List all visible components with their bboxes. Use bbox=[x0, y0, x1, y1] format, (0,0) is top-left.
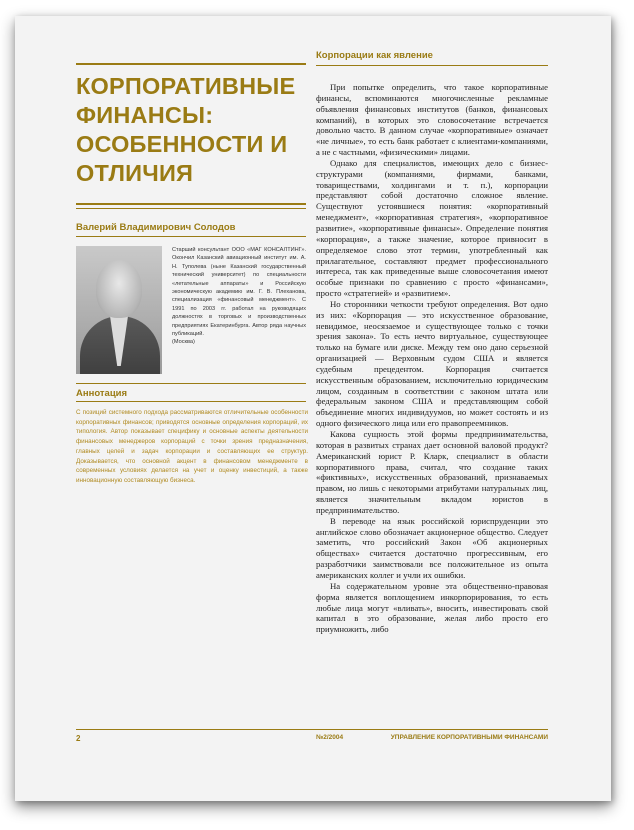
page-number: 2 bbox=[76, 734, 81, 743]
author-bio bbox=[172, 246, 306, 347]
body-paragraph: Однако для специалистов, имеющих дело с бизнес-структурами (компаниями, фирмами, банками, товариществами, холдингами и т. п.), корпорации представляют собой достаточно сложное явление. Существуют устоявшиеся понятия: «корпоративный менеджмент», «корпоративная стратегия», «корпоративное развитие», «корпоративные финансы». Определение понятия «корпорация», а также значение, которое привносит в определяемое слово этот термин, употребленный как прилагательное, составляют предмет профессионального интереса, так как приведенные выше словосочетания имеют особые признаки по сравнению с просто «финансами», просто «стратегией» и «развитием». bbox=[316, 157, 548, 299]
body-paragraph: В переводе на язык российской юриспруденции это английское слово обозначает акционерное общество. Следует заметить, что российский Закон «Об акционерных обществах» считается достаточно прогрессивным, его разработчики заимствовали все положительное из опыта американских коллег и учли их ошибки. bbox=[316, 515, 548, 580]
section-heading-rule bbox=[316, 65, 548, 66]
title-bottom-rule-2 bbox=[76, 208, 306, 209]
abstract-top-rule bbox=[76, 383, 306, 384]
title-top-rule bbox=[76, 63, 306, 65]
body-paragraph: Какова сущность этой формы предпринимательства, которая в развитых странах дает основной валовой продукт? Американский юрист Р. Кларк, специалист в области корпоративного права, считал, что создание таких «фиктивных», искусственных образований, признаваемых правом, но лишь с некоторыми атрибутами натуральных лиц, является значительным вкладом юристов в предпринимательство. bbox=[316, 429, 548, 515]
article-body bbox=[316, 82, 548, 635]
body-paragraph: При попытке определить, что такое корпоративные финансы, вспоминаются многочисленные рекламные объявления финансовых институтов (банков, финансовых компаний), в которых это словосочетание встречается довольно часто. В данном случае «корпоративные» означает «не личные», то есть банк работает с клиентами-компаниями, а не с частными, «физическими» лицами. bbox=[316, 82, 548, 158]
body-paragraph: Но сторонники четкости требуют определения. Вот одно из них: «Корпорация — это искусственное образование, невидимое, неосязаемое и существующее только с точки зрения закона». То есть нечто виртуальное, существующее только на бумаге или диске. Между тем оно дано серьезной организацией — Верховным судом США и является судебным прецедентом. Корпорация считается искусственным образованием, исключительно юридическим лицом, созданным в соответствии с законом штата или федеральным законом США и представляющим собой объединение многих индивидуумов, но может состоять и из одного физического лица или его правопреемников. bbox=[316, 298, 548, 429]
author-name: Валерий Владимирович Солодов bbox=[76, 222, 236, 233]
photo-head bbox=[96, 260, 142, 318]
section-heading: Корпорации как явление bbox=[316, 50, 433, 61]
title-bottom-rule bbox=[76, 203, 306, 205]
abstract-heading: Аннотация bbox=[76, 388, 128, 399]
author-city: (Москва) bbox=[172, 339, 195, 346]
author-rule bbox=[76, 236, 306, 237]
abstract-heading-rule bbox=[76, 401, 306, 402]
body-paragraph: На содержательном уровне эта общественно-правовая форма является воплощением инкорпорирования, то есть любые лица могут «вливать», вносить, инвестировать свой капитал в это образование, желая либо просто его приумножить, либо bbox=[316, 580, 548, 635]
footer-rule bbox=[76, 729, 548, 730]
journal-name: УПРАВЛЕНИЕ КОРПОРАТИВНЫМИ ФИНАНСАМИ bbox=[390, 734, 548, 741]
author-photo bbox=[76, 246, 162, 374]
author-bio-text: Старший консультант ООО «МАГ КОНСАЛТИНГ». Окончил Казанский авиационный институт им. А. Н. Туполева (ныне Казанский государственный технический университет) по специальности «летательные аппараты» и Российскую экономическую академию им. Г. В. Плеханова, специализация «финансовый менеджмент». С 1991 по 2003 гг. работал на руководящих должностях в торговых и производственных предприятиях Екатеринбурга. Автор ряда научных публикаций. bbox=[172, 247, 306, 338]
abstract-text: С позиций системного подхода рассматриваются отличительные особенности корпоративных финансов; приводятся основные определения корпораций, их типология. Автор показывает специфику и основные аспекты деятельности финансовых менеджеров корпораций с точки зрения предназначения, главных целей и задач корпорации и составляющих ее структур. Доказывается, что основной акцент в финансовом менеджменте в современных условиях делается на учет и оценку инвестиций, а также инновационную составляющую бизнеса. bbox=[76, 409, 308, 484]
article-title: КОРПОРАТИВНЫЕ ФИНАНСЫ: ОСОБЕННОСТИ И ОТЛИЧИЯ bbox=[76, 73, 296, 186]
issue-number: №2/2004 bbox=[316, 734, 344, 741]
